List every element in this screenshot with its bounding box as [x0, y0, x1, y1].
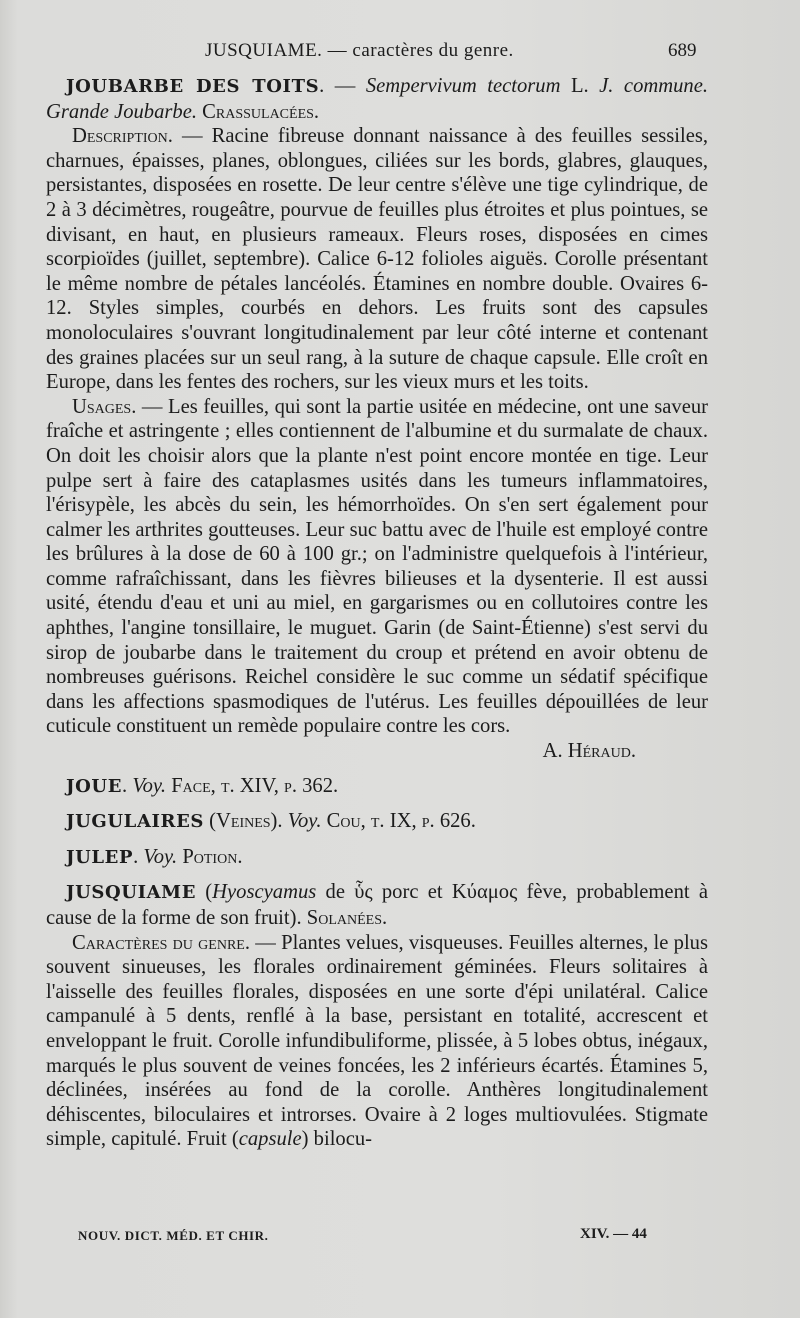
separator: . —: [319, 75, 366, 97]
footer-series: NOUV. DICT. MÉD. ET CHIR.: [78, 1228, 269, 1243]
entry-jusquiame: [46, 880, 708, 930]
running-title: JUSQUIAME. — caractères du genre.: [205, 40, 514, 61]
usages-label: Usages.: [72, 395, 137, 418]
main-text: [46, 74, 708, 1152]
characters-end: ) bilocu-: [301, 1128, 373, 1151]
voy-label: Voy.: [143, 845, 178, 868]
usages-text: — Les feuilles, qui sont la partie usitée en médecine, ont une saveur fraîche et astringente ; elles contiennent de l'albumine et du surmalate de chaux. On doit les choisir alors que la plante n'est point encore montée en tige. Leur pulpe sert à faire des cataplasmes usités dans les tumeurs inflammatoires, l'érisypèle, les abcès du sein, les hémorrhoïdes. On s'en sert également pour calmer les arthrites goutteuses. Leur suc battu avec de l'huile est employé contre les brûlures à la dose de 60 à 100 gr.; on l'administre quelquefois à l'intérieur, comme rafraîchissant, dans les fièvres bilieuses et la dysenterie. Il est aussi usité, étendu d'eau et uni au miel, en gargarismes ou en collutoires contre les aphthes, l'angine tonsillaire, le muguet. Garin (de Saint-Étienne) s'est servi du sirop de joubarbe dans le traitement du croup et prétend en avoir obtenu de nombreuses guérisons. Reichel considère le suc comme un sédatif spécifique dans les affections spasmodiques de l'utérus. Les feuilles dépouillées de leur cuticule constituent un remède populaire contre les cors.: [46, 395, 708, 738]
capsule-term: capsule: [238, 1128, 302, 1151]
punctuation: .: [122, 774, 133, 797]
entry-jugulaires: [46, 809, 708, 835]
page-number: 689: [668, 40, 697, 61]
running-head: [0, 40, 800, 68]
spacer: [46, 835, 708, 845]
footer-signature-mark: XIV. — 44: [580, 1226, 647, 1242]
characters-paragraph: [46, 931, 708, 1152]
author-signature: A. Héraud.: [542, 740, 636, 763]
headword-jusquiame: JUSQUIAME: [66, 882, 197, 904]
family-name: Solanées.: [306, 907, 388, 929]
characters-text: — Plantes velues, visqueuses. Feuilles alternes, le plus souvent sinueuses, les florales ordinairement géminées. Fleurs solitaires à l'aisselle des feuilles florales, disposées en une sorte d'épi unilatéral. Calice campanulé à 5 dents, renflé à la base, persistant en totalité, accrescent et enveloppant le fruit. Corolle infundibuliforme, plissée, à 5 lobes obtus, inégaux, marqués le plus souvent de veines foncées, les 2 inférieurs écartés. Étamines 5, déclinées, insérées au fond de la corolle. Anthères longitudinalement déhiscentes, biloculaires et introrses. Ovaire à 2 loges multiovulées. Stigmate simple, capitulé. Fruit (: [46, 931, 708, 1151]
entry-joubarbe: [46, 74, 708, 124]
entry-joue: [46, 774, 708, 800]
headword-joubarbe: JOUBARBE DES TOITS: [66, 76, 320, 97]
spacer: [46, 764, 708, 774]
characters-label: Caractères du genre.: [72, 931, 250, 954]
voy-label: Voy.: [287, 810, 322, 833]
cross-reference: Potion.: [177, 845, 243, 868]
latin-name: Sempervivum tectorum: [365, 75, 561, 97]
voy-label: Voy.: [132, 774, 167, 797]
spacer: [46, 799, 708, 809]
entry-julep: [46, 845, 708, 871]
latin-name: Hyoscyamus: [212, 881, 317, 904]
description-paragraph: [46, 124, 708, 395]
page-footer: [0, 1226, 800, 1250]
description-label: Description.: [72, 125, 173, 148]
headword-julep: JULEP: [66, 846, 134, 868]
headword-jugulaires: JUGULAIRES: [66, 811, 205, 833]
cross-reference: Cou, t. IX, p. 626.: [321, 810, 476, 833]
qualifier: (Veines).: [204, 810, 288, 833]
etymology: de ὗς porc et Κύαμος fève, probablement à cause de la forme de son fruit).: [46, 881, 708, 929]
family-name: Crassulacées.: [202, 100, 320, 123]
punctuation: .: [133, 845, 144, 868]
cross-reference: Face, t. XIV, p. 362.: [166, 774, 339, 797]
spacer: [46, 870, 708, 880]
usages-paragraph: [46, 395, 708, 739]
punctuation: (: [196, 881, 213, 904]
common-names: J. commune. Grande Joubarbe.: [46, 75, 708, 123]
authority: L.: [560, 75, 600, 97]
headword-joue: JOUE: [66, 775, 123, 797]
description-text: — Racine fibreuse donnant naissance à des feuilles sessiles, charnues, épaisses, planes, oblongues, ciliées sur les bords, glabres, glauques, persistantes, disposées en rosette. De leur centre s'élève une tige cylindrique, de 2 à 3 décimètres, rougeâtre, pourvue de feuilles plus étroites et plus pointues, se divisant, en haut, en plusieurs rameaux. Fleurs roses, disposées en cimes scorpioïdes (juillet, septembre). Calice 6-12 folioles aiguës. Corolle présentant le même nombre de pétales lancéolés. Étamines en nombre double. Ovaires 6-12. Styles simples, courbés en dehors. Les fruits sont des capsules monoloculaires s'ouvrant longitudinalement par leur côté interne et contenant des graines placées sur un seul rang, à la suture de chaque capsule. Elle croît en Europe, dans les fentes des rochers, sur les vieux murs et les toits.: [46, 125, 708, 394]
